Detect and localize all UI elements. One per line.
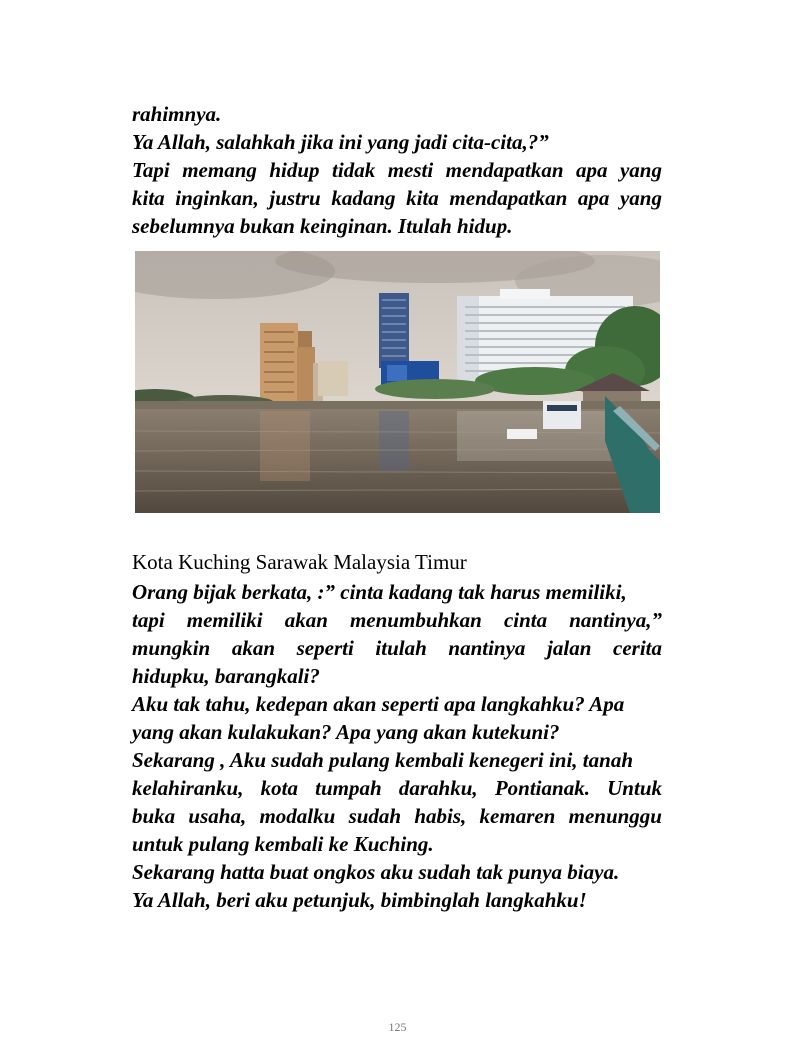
text-line: untuk pulang kembali ke Kuching. bbox=[132, 832, 434, 856]
text-line: Tapi memang hidup tidak mesti mendapatkan apa yang bbox=[132, 158, 662, 182]
text-line: Ya Allah, salahkah jika ini yang jadi cita-cita,?” bbox=[132, 130, 549, 154]
page-number: 125 bbox=[388, 1020, 407, 1034]
text-line: mungkin akan seperti itulah nantinya jalan cerita bbox=[132, 636, 662, 660]
photo-caption: Kota Kuching Sarawak Malaysia Timur bbox=[132, 550, 467, 574]
text-line: kelahiranku, kota tumpah darahku, Pontianak. Untuk bbox=[132, 776, 662, 800]
kuching-waterfront-photo bbox=[135, 251, 660, 513]
text-line: Sekarang hatta buat ongkos aku sudah tak punya biaya. bbox=[132, 860, 620, 884]
top-paragraph bbox=[132, 100, 662, 240]
bottom-paragraph bbox=[132, 578, 662, 914]
text-line: Aku tak tahu, kedepan akan seperti apa langkahku? Apa bbox=[132, 692, 625, 716]
text-line: buka usaha, modalku sudah habis, kemaren menunggu bbox=[132, 804, 662, 828]
text-line: rahimnya. bbox=[132, 102, 222, 126]
text-line: Ya Allah, beri aku petunjuk, bimbinglah langkahku! bbox=[132, 888, 587, 912]
photo-illustration bbox=[135, 251, 660, 513]
text-line: sebelumnya bukan keinginan. Itulah hidup. bbox=[132, 214, 513, 238]
text-line: kita inginkan, justru kadang kita mendapatkan apa yang bbox=[132, 186, 662, 210]
text-line: Sekarang , Aku sudah pulang kembali kenegeri ini, tanah bbox=[132, 748, 633, 772]
text-line: hidupku, barangkali? bbox=[132, 664, 320, 688]
text-line: yang akan kulakukan? Apa yang akan kutekuni? bbox=[132, 720, 560, 744]
text-line: tapi memiliki akan menumbuhkan cinta nantinya,” bbox=[132, 608, 662, 632]
text-line: Orang bijak berkata, :” cinta kadang tak harus memiliki, bbox=[132, 580, 627, 604]
